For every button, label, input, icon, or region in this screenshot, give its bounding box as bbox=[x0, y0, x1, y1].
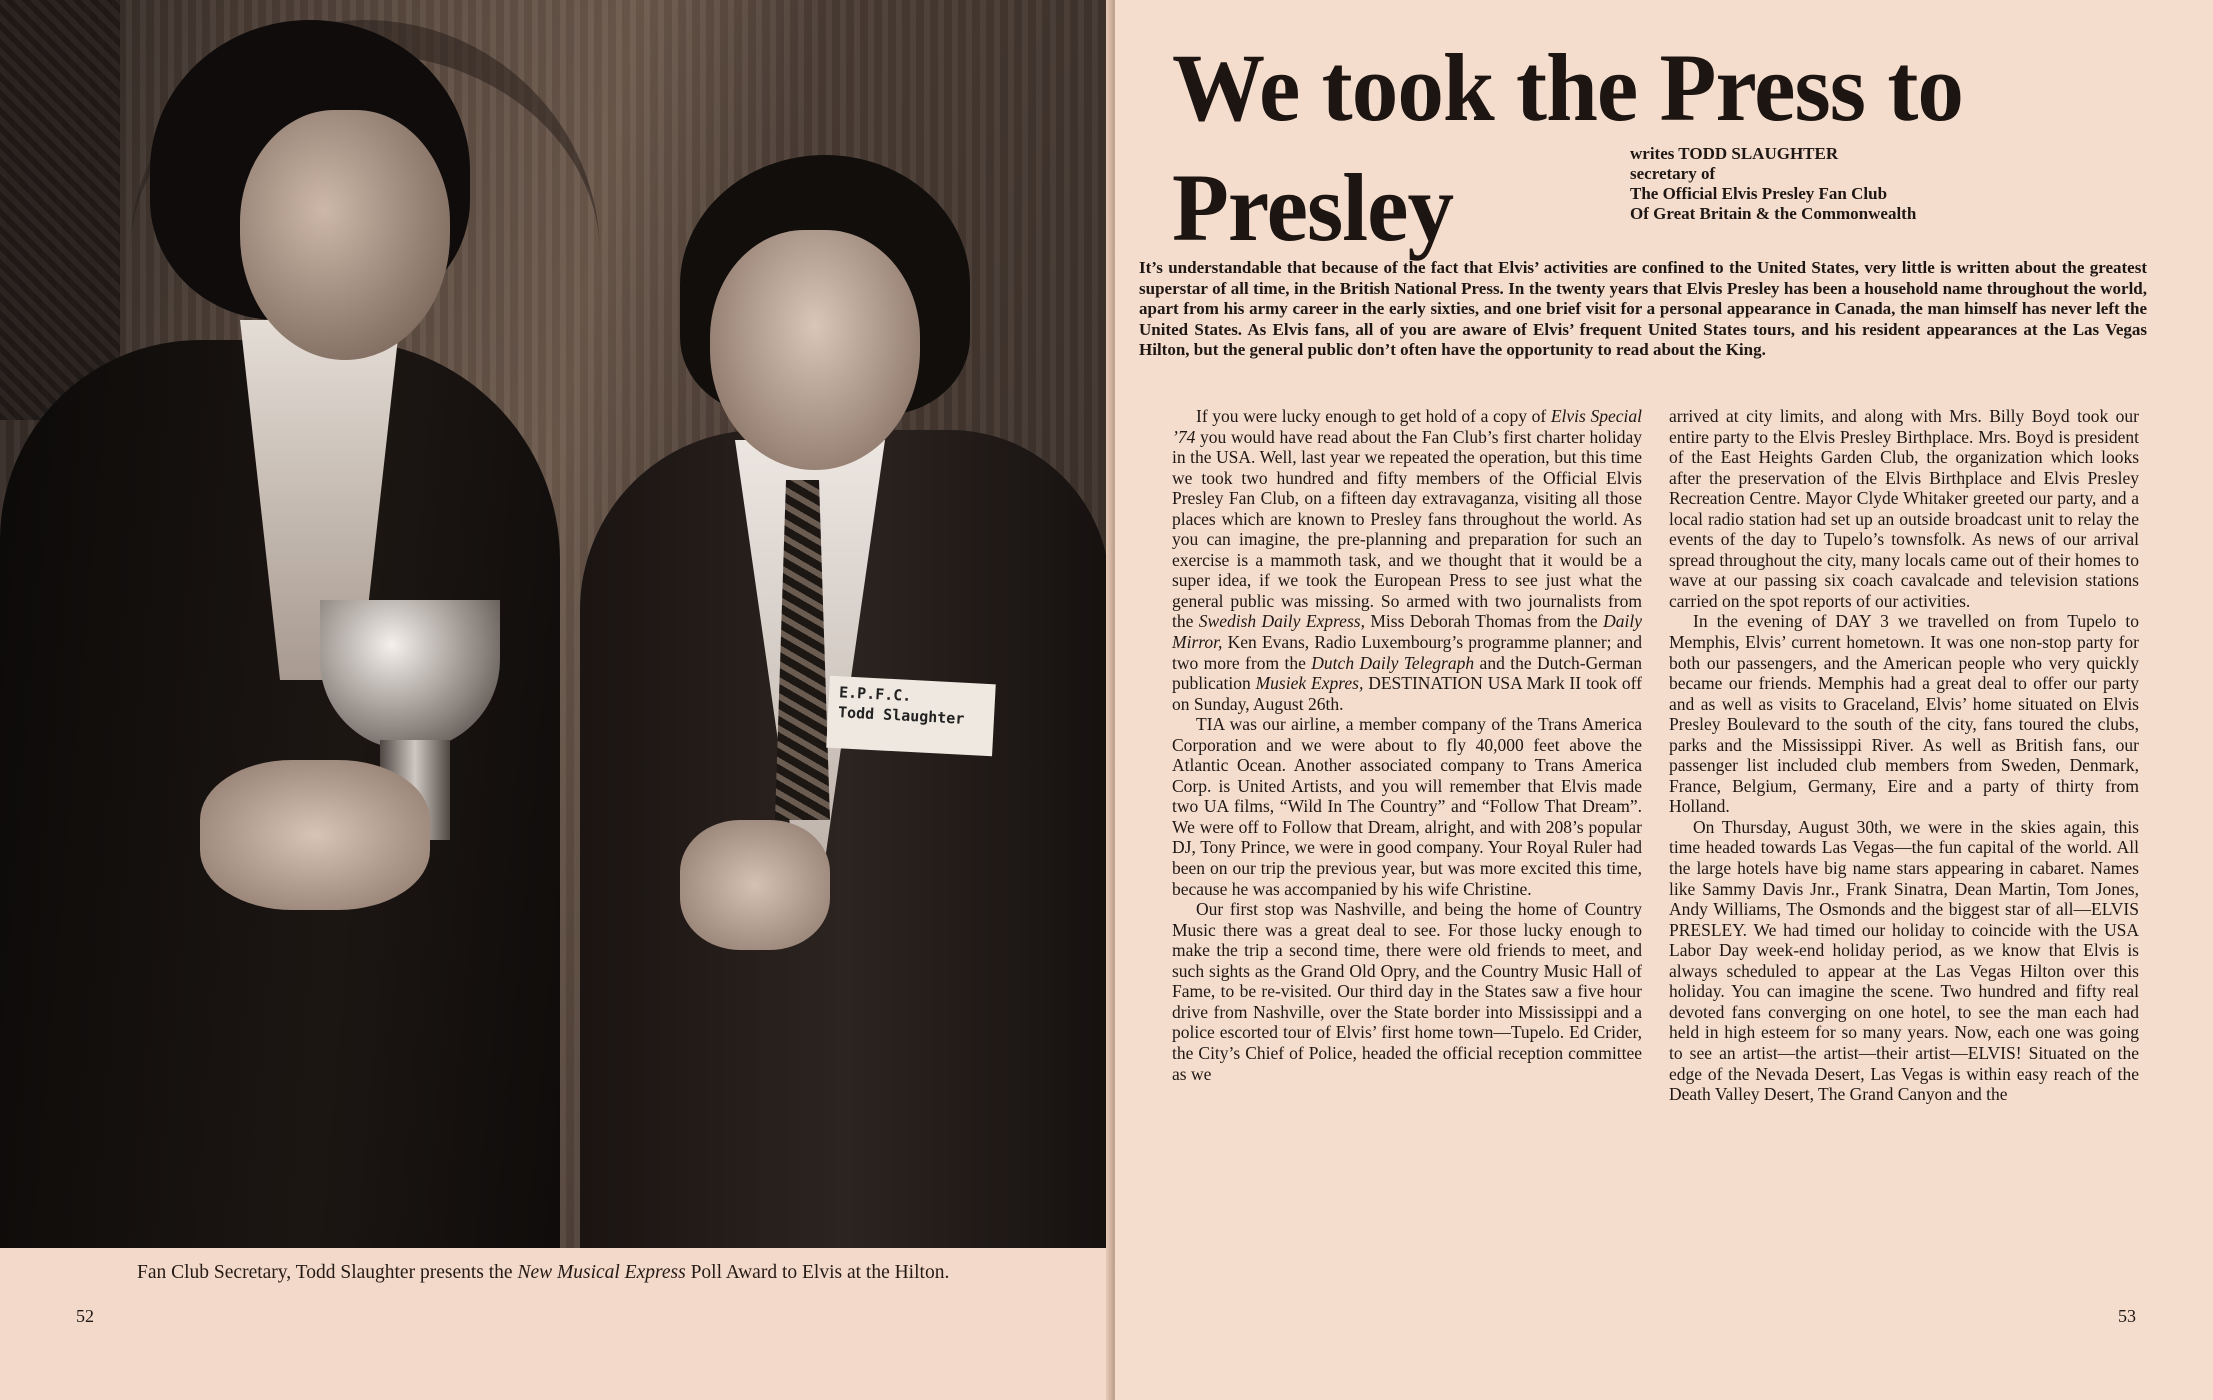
byline bbox=[1630, 144, 2130, 224]
standfirst-intro: It’s understandable that because of the fact that Elvis’ activities are confined to the United States, very little is written about the greatest superstar of all time, in the British National Press. In the twenty years that Elvis Presley has been a household name throughout the world, apart from his army career in the early sixties, and one brief visit for a personal appearance in Canada, the man himself has never left the United States. As Elvis fans, all of you are aware of Elvis’ frequent United States tours, and his resident appearances at the Las Vegas Hilton, but the general public don’t often have the opportunity to read about the King. bbox=[1139, 258, 2147, 360]
italic-publication-title: Daily Mirror, bbox=[1172, 611, 1642, 653]
italic-publication-title: Dutch Daily Telegraph bbox=[1311, 652, 1475, 673]
photo-caption bbox=[137, 1262, 1037, 1284]
byline-line-4: Of Great Britain & the Commonwealth bbox=[1630, 204, 1917, 223]
badge-line-1: E.P.F.C. bbox=[838, 683, 912, 705]
carved-wood-panel bbox=[0, 0, 120, 420]
byline-line-2: secretary of bbox=[1630, 164, 1716, 183]
headline-line-1: We took the Press to bbox=[1172, 34, 1963, 141]
caption-italic-title: New Musical Express bbox=[517, 1262, 686, 1283]
text-run: Ken Evans, Radio Luxembourg’s programme planner; and two more from the bbox=[1172, 632, 1642, 673]
paragraph: In the evening of DAY 3 we travelled on from Tupelo to Memphis, Elvis’ current hometown. It was one non-stop party for both our passengers, and the American people who very quickly became our friends. Memphis had a great deal to offer our party and as well as visits to Graceland, Elvis’ home situated on Elvis Presley Boulevard to the south of the city, fans toured the clubs, parks and the Mississippi River. As well as British fans, our passenger list included club members from Sweden, Denmark, France, Belgium, Germany, Eire and a party of thirty from Holland. bbox=[1669, 611, 2139, 817]
todd-face bbox=[710, 230, 920, 470]
italic-publication-title: Swedish Daily Express, bbox=[1198, 611, 1365, 632]
text-run: Miss Deborah Thomas from the bbox=[1364, 611, 1604, 632]
text-run: and the Dutch-German publication bbox=[1172, 652, 1642, 694]
page-number-left: 52 bbox=[76, 1306, 94, 1326]
article-column-2 bbox=[1669, 406, 2139, 1105]
italic-publication-title: Elvis Special ’74 bbox=[1172, 406, 1642, 447]
right-page bbox=[1115, 0, 2213, 1400]
byline-line-1: writes TODD SLAUGHTER bbox=[1630, 144, 1839, 163]
paragraph bbox=[1172, 406, 1642, 714]
elvis-hands bbox=[200, 760, 430, 910]
name-badge bbox=[826, 676, 996, 757]
text-run: DESTINATION USA Mark II took off on Sunday, August 26th. bbox=[1172, 673, 1643, 714]
caption-text-before: Fan Club Secretary, Todd Slaughter presents the bbox=[137, 1262, 518, 1283]
headline-line-2: Presley bbox=[1172, 154, 1454, 261]
article-column-1 bbox=[1172, 406, 1642, 1084]
paragraph: arrived at city limits, and along with Mrs. Billy Boyd took our entire party to the Elvis Presley Birthplace. Mrs. Boyd is president of the East Heights Garden Club, the organization which looks after the preservation of the Elvis Birthplace and Elvis Presley Recreation Centre. Mayor Clyde Whitaker greeted our party, and a local radio station had set up an outside broadcast unit to relay the events of the day to Tupelo’s townsfolk. As news of our arrival spread throughout the city, many locals came out of their homes to wave at our passing six coach cavalcade and television stations carried on the spot reports of our activities. bbox=[1669, 406, 2139, 611]
paragraph: TIA was our airline, a member company of the Trans America Corporation and we were about to fly 40,000 feet above the Atlantic Ocean. Another associated company to Trans America Corp. is United Artists, and you will remember that Elvis made two UA films, “Wild In The Country” and “Follow That Dream”. We were off to Follow that Dream, alright, and with 208’s popular DJ, Tony Prince, we were in good company. Your Royal Ruler had been on our trip the previous year, but was more excited this time, because he was accompanied by his wife Christine. bbox=[1172, 714, 1642, 899]
italic-publication-title: Musiek Expres, bbox=[1255, 673, 1364, 694]
caption-text-after: Poll Award to Elvis at the Hilton. bbox=[685, 1262, 950, 1283]
text-run: If you were lucky enough to get hold of a copy of bbox=[1196, 406, 1551, 426]
photograph-elvis-and-todd-slaughter bbox=[0, 0, 1110, 1248]
page-number-right: 53 bbox=[2118, 1306, 2136, 1326]
paragraph: Our first stop was Nashville, and being the home of Country Music there was a great deal to see. For those lucky enough to make the trip a second time, there were old friends to meet, and such sights as the Grand Old Opry, and the Country Music Hall of Fame, to be re-visited. Our third day in the States saw a five hour drive from Nashville, over the State border into Mississippi and a police escorted tour of Elvis’ first home town—Tupelo. Ed Crider, the City’s Chief of Police, headed the official reception committee as we bbox=[1172, 899, 1642, 1084]
paragraph: On Thursday, August 30th, we were in the skies again, this time headed towards Las Vegas—the fun capital of the world. All the large hotels have big name stars appearing in cabaret. Names like Sammy Davis Jnr., Frank Sinatra, Dean Martin, Tom Jones, Andy Williams, The Osmonds and the biggest star of all—ELVIS PRESLEY. We had timed our holiday to coincide with the USA Labor Day week-end holiday period, as we know that Elvis is always scheduled to appear at the Las Vegas Hilton over this holiday. You can imagine the scene. Two hundred and fifty real devoted fans converging on one hotel, to see the man each had held in high esteem for so many years. Now, each one was going to see an artist—the artist—their artist—ELVIS! Situated on the edge of the Nevada Desert, Las Vegas is within easy reach of the Death Valley Desert, The Grand Canyon and the bbox=[1669, 816, 2139, 1105]
elvis-face bbox=[240, 110, 450, 360]
todd-hand bbox=[680, 820, 830, 950]
text-run: you would have read about the Fan Club’s first charter holiday in the USA. Well, last year we repeated the operation, but this time we took two hundred and fifty members of the Official Elvis Presley Fan Club, on a fifteen day extravaganza, visiting all those places which are known to Presley fans throughout the world. As you can imagine, the pre-planning and preparation for such an exercise is a mammoth task, and we thought that it would be a super idea, if we took the European Press to see just what the general public was missing. So armed with two journalists from the bbox=[1172, 426, 1642, 632]
byline-line-3: The Official Elvis Presley Fan Club bbox=[1630, 184, 1888, 203]
badge-line-2: Todd Slaughter bbox=[837, 703, 965, 728]
